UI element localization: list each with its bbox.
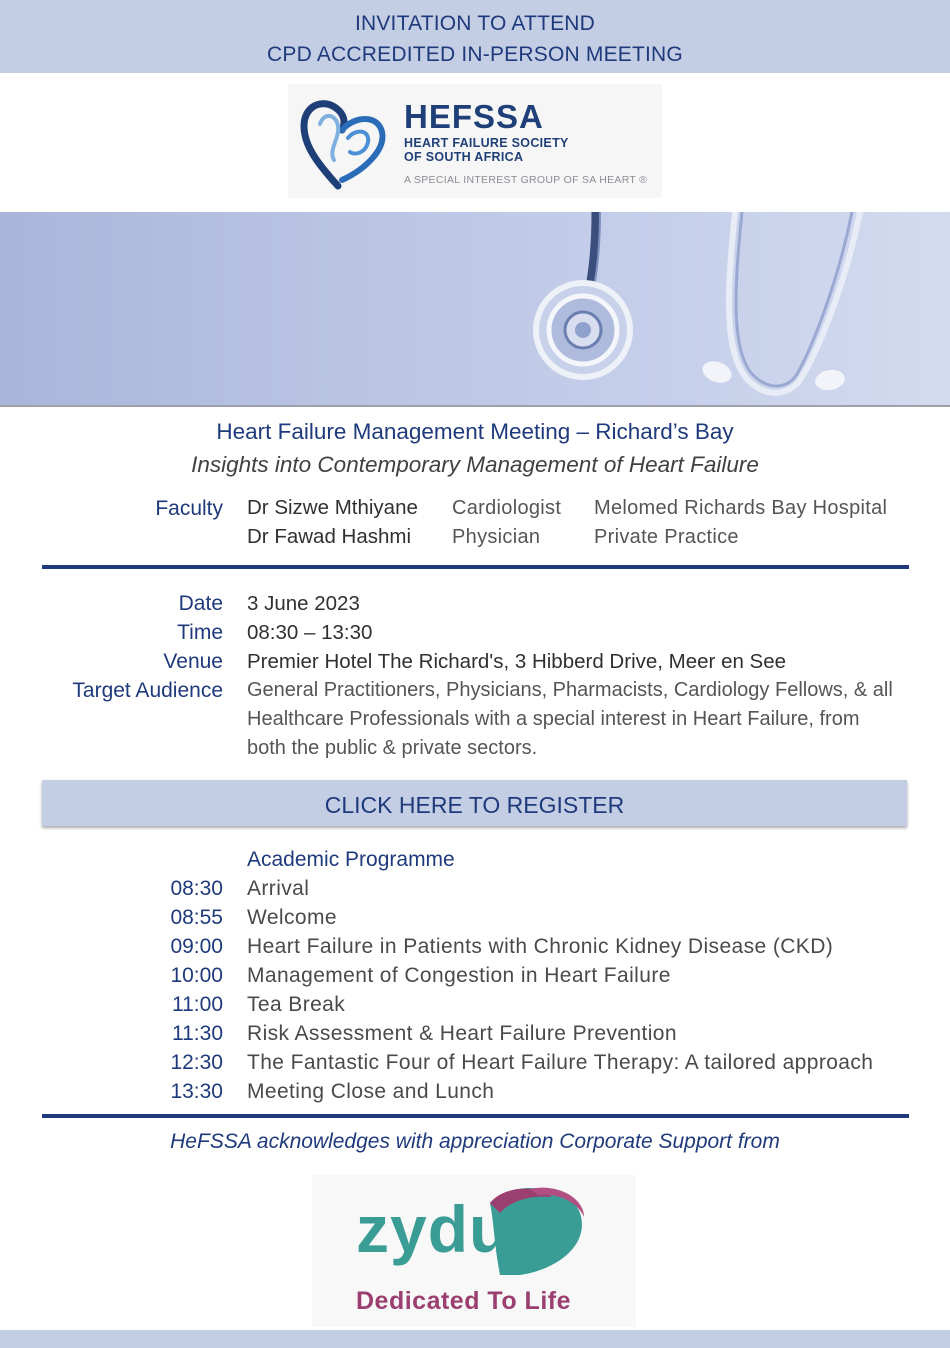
acknowledgement-text: HeFSSA acknowledges with appreciation Corporate Support from [170, 1130, 780, 1153]
faculty-affiliation-2: Private Practice [594, 526, 739, 548]
programme-heading: Academic Programme [247, 848, 455, 871]
programme-time: 10:00 [170, 964, 223, 987]
faculty-role-2: Physician [452, 526, 541, 548]
meeting-title: Heart Failure Management Meeting – Richard’s Bay [216, 419, 734, 444]
programme-item: Risk Assessment & Heart Failure Prevention [247, 1022, 677, 1045]
programme-item: Tea Break [247, 993, 346, 1016]
zydus-wordmark: zydus [356, 1192, 549, 1266]
stethoscope-banner [0, 212, 950, 407]
hefssa-logo-tagline: A SPECIAL INTEREST GROUP OF SA HEART ® [404, 174, 648, 186]
programme-time: 08:30 [170, 877, 223, 900]
time-value: 08:30 – 13:30 [247, 621, 373, 644]
venue-label: Venue [163, 650, 223, 673]
faculty-affiliation-1: Melomed Richards Bay Hospital [594, 497, 888, 519]
programme-time: 13:30 [170, 1080, 223, 1103]
footer-band [0, 1330, 950, 1348]
date-value: 3 June 2023 [247, 592, 360, 615]
time-label: Time [177, 621, 223, 644]
register-button[interactable]: CLICK HERE TO REGISTER [42, 780, 907, 826]
zydus-tagline: Dedicated To Life [356, 1287, 572, 1315]
faculty-role-1: Cardiologist [452, 497, 562, 519]
venue-value: Premier Hotel The Richard's, 3 Hibberd Drive, Meer en See [247, 650, 787, 673]
programme-item: The Fantastic Four of Heart Failure Therapy: A tailored approach [247, 1051, 874, 1074]
target-audience-line-1: General Practitioners, Physicians, Pharmacists, Cardiology Fellows, & all [247, 679, 893, 701]
programme-time: 12:30 [170, 1051, 223, 1074]
zydus-logo [312, 1175, 636, 1327]
faculty-name-2: Dr Fawad Hashmi [247, 525, 412, 548]
programme-item: Management of Congestion in Heart Failure [247, 964, 671, 987]
hefssa-logo-name: HEFSSA [404, 98, 544, 135]
divider [42, 565, 909, 569]
programme-time: 08:55 [170, 906, 223, 929]
programme-time: 09:00 [170, 935, 223, 958]
date-label: Date [178, 592, 223, 615]
programme-time: 11:30 [172, 1022, 223, 1045]
hefssa-logo [288, 84, 662, 198]
programme-item: Meeting Close and Lunch [247, 1080, 495, 1103]
programme-item: Welcome [247, 906, 337, 929]
target-audience-label: Target Audience [72, 679, 223, 702]
meeting-subtitle: Insights into Contemporary Management of Heart Failure [191, 452, 759, 477]
hefssa-logo-subtitle-2: OF SOUTH AFRICA [404, 150, 524, 164]
heart-ribbon-icon [298, 94, 388, 190]
stethoscope-icon [0, 212, 950, 405]
hefssa-logo-subtitle-1: HEART FAILURE SOCIETY [404, 136, 569, 150]
target-audience-line-3: both the public & private sectors. [247, 737, 538, 759]
header-line-1: INVITATION TO ATTEND [354, 12, 596, 35]
header-line-2: CPD ACCREDITED IN-PERSON MEETING [267, 43, 683, 66]
faculty-name-1: Dr Sizwe Mthiyane [247, 496, 418, 519]
target-audience-line-2: Healthcare Professionals with a special interest in Heart Failure, from [247, 708, 860, 730]
divider [42, 1114, 909, 1118]
invitation-header [0, 0, 950, 73]
programme-item: Heart Failure in Patients with Chronic Kidney Disease (CKD) [247, 935, 834, 958]
programme-time: 11:00 [172, 993, 223, 1016]
faculty-label: Faculty [155, 497, 223, 520]
programme-item: Arrival [247, 877, 310, 900]
